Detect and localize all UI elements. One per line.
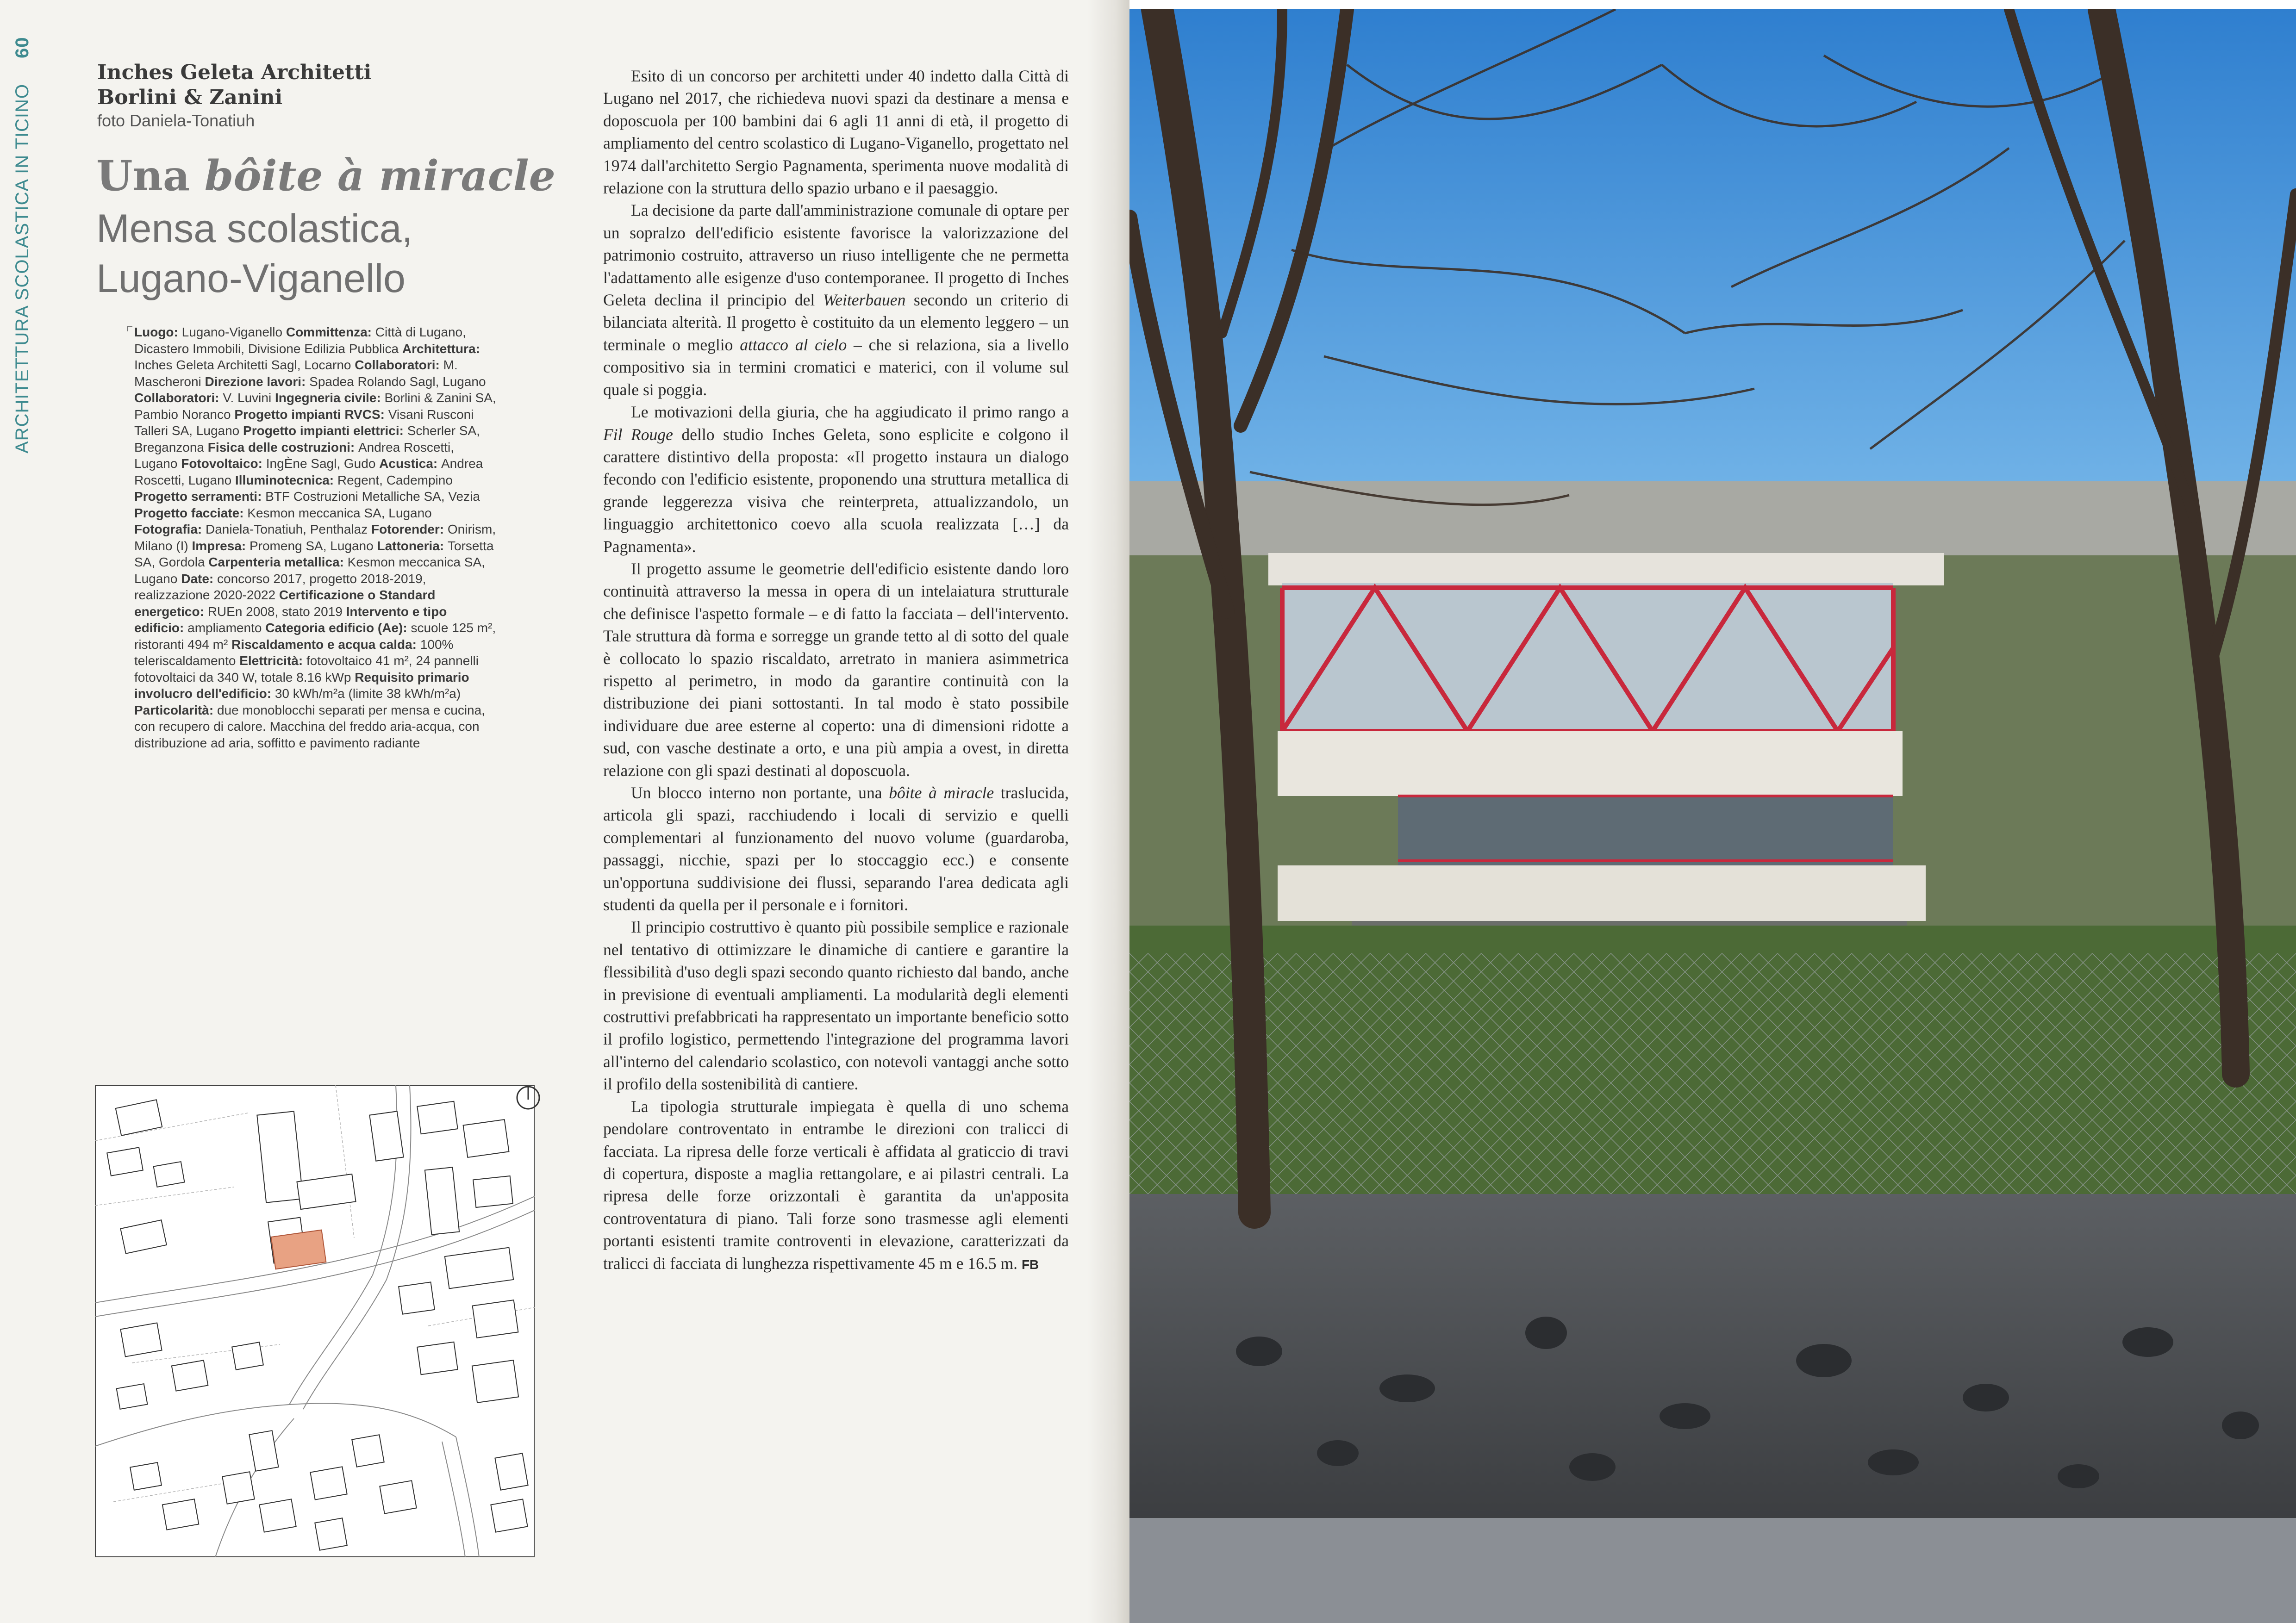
info-value: BTF Costruzioni Metalliche SA, Vezia: [265, 489, 480, 504]
info-key: Fisica delle costruzioni:: [207, 440, 358, 454]
section-label: ARCHITETTURA SCOLASTICA IN TICINO: [12, 83, 32, 454]
info-value: scuole 125 m², ristoranti 494 m²: [134, 621, 496, 652]
info-key: Progetto facciate:: [134, 505, 248, 520]
info-value: Andrea Roscetti, Lugano: [134, 456, 483, 487]
author-line: Inches Geleta Architetti: [97, 61, 372, 84]
text-run: Il principio costruttivo è quanto più possibile semplice e razionale nel tentativo di ottimizzare le dinamiche di cantiere e garantire la flessibilità d'uso degli spazi secondo quanto richiesto dal bando, anche in previsione di eventuali ampliamenti. La modularità degli elementi costruttivi prefabbricati ha rappresentato un importante beneficio sotto il profilo logistico, permettendo l'integrazione del programma lavori all'interno del calendario scolastico, con notevoli vantaggi anche sotto il profilo della sostenibilità di cantiere.: [603, 918, 1069, 1094]
info-key: Progetto serramenti:: [134, 489, 266, 504]
authors: [97, 60, 495, 110]
info-value: ampliamento: [187, 621, 266, 635]
info-key: Architettura:: [402, 341, 480, 356]
info-key: Collaboratori:: [355, 358, 443, 372]
text-run: – che si relaziona, sia a livello compositivo sia in termini cromatici e materici, con il volume sul quale si poggia.: [603, 335, 1069, 399]
info-value: Promeng SA, Lugano: [249, 538, 377, 553]
title-plain: Una: [96, 151, 205, 200]
article-subtitle: [96, 204, 605, 304]
info-value: concorso 2017, progetto 2018-2019, realizzazione 2020-2022: [134, 571, 426, 602]
info-value: V. Luvini: [223, 391, 275, 405]
info-key: Acustica:: [379, 456, 441, 471]
subtitle-line: Lugano-Viganello: [96, 256, 406, 301]
info-value: IngÈne Sagl, Gudo: [266, 456, 380, 471]
article-title: [96, 152, 605, 200]
info-value: fotovoltaico 41 m², 24 pannelli fotovoltaici da 340 W, totale 8.16 kWp: [134, 653, 479, 684]
body-paragraph: [603, 199, 1069, 401]
info-key: Committenza:: [286, 325, 375, 339]
info-value: Scherler SA, Breganzona: [134, 423, 480, 454]
body-paragraph: [603, 401, 1069, 558]
text-run: Esito di un concorso per architetti under 40 indetto dalla Città di Lugano nel 2017, che richiedeva nuovi spazi da destinare a mensa e doposcuola per 100 bambini dai 6 agli 11 anni di età, il progetto di ampliamento del centro scolastico di Lugano-Viganello, progettato nel 1974 dall'architetto Sergio Pagnamenta, sperimenta nuove modalità di relazione con la struttura dello spazio urbano e il paesaggio.: [603, 67, 1069, 198]
info-key: Riscaldamento e acqua calda:: [231, 637, 420, 652]
photo-credit: foto Daniela-Tonatiuh: [97, 111, 255, 130]
info-value: Onirism, Milano (I): [134, 522, 496, 553]
info-value: Torsetta SA, Gordola: [134, 538, 494, 569]
running-header: [12, 37, 41, 454]
info-value: Kesmon meccanica SA, Lugano: [134, 555, 485, 586]
info-key: Progetto impianti elettrici:: [243, 423, 407, 438]
info-value: Città di Lugano, Dicastero Immobili, Divisione Edilizia Pubblica: [134, 325, 466, 356]
info-key: Fotovoltaico:: [181, 456, 266, 471]
info-value: Spadea Rolando Sagl, Lugano: [309, 374, 486, 389]
info-value: RUEn 2008, stato 2019: [207, 604, 346, 619]
project-building-marker: [271, 1230, 326, 1269]
info-key: Ingegneria civile:: [275, 391, 385, 405]
info-key: Certificazione o Standard energetico:: [134, 588, 436, 619]
text-run: La tipologia strutturale impiegata è quella di uno schema pendolare controventato in entrambe le direzioni con tralicci di facciata. La ripresa delle forze verticali è affidata al graticcio di travi di copertura, disposte a maglia rettangolare, e ai pilastri centrali. La ripresa delle forze orizzontali è garantita da un'apposita controventatura di piano. Tali forze sono trasmesse agli elementi portanti esistenti tramite controventi in elevazione, caratterizzati da tralicci di facciata di lunghezza rispettivamente 45 m e 16.5 m.: [603, 1097, 1069, 1273]
info-value: Andrea Roscetti, Lugano: [134, 440, 454, 471]
body-paragraph: [603, 1095, 1069, 1276]
text-run: Le motivazioni della giuria, che ha aggiudicato il primo rango a: [631, 403, 1069, 422]
info-key: Fotografia:: [134, 522, 206, 536]
italic-term: Fil Rouge: [603, 425, 673, 444]
italic-term: Weiterbauen: [823, 291, 906, 310]
project-info-box: [134, 324, 498, 751]
text-run: La decisione da parte dall'amministrazione comunale di optare per un sopralzo dell'edificio esistente favorisce la valorizzazione del patrimonio costruito, attraverso un riuso intelligente che ne permetta l'adattamento alle esigenze d'uso contemporanee. Il progetto di Inches Geleta declina il principio del: [603, 201, 1069, 310]
article-body: [603, 65, 1069, 1276]
body-paragraph: [603, 558, 1069, 782]
text-run: secondo un criterio di bilanciata alterità. Il progetto è costituito da un elemento leggero – un terminale o meglio: [603, 291, 1069, 354]
info-key: Fotorender:: [371, 522, 448, 536]
info-key: Particolarità:: [134, 703, 217, 717]
info-key: Luogo:: [134, 325, 182, 339]
info-key: Requisito primario involucro dell'edificio:: [134, 670, 469, 701]
info-key: Direzione lavori:: [205, 374, 310, 389]
body-paragraph: [603, 916, 1069, 1095]
author-initials: FB: [1021, 1257, 1039, 1272]
info-value: Regent, Cadempino: [337, 473, 453, 487]
site-plan-map: [95, 1085, 535, 1557]
corner-mark-icon: [127, 326, 132, 331]
info-key: Carpenteria metallica:: [208, 555, 348, 569]
text-run: traslucida, articola gli spazi, racchiudendo i locali di servizio e quelli complementari al funzionamento del nuovo volume (guardaroba, passaggi, nicchie, spazi per lo stoccaggio ecc.) e consente un'opportuna suddivisione dei flussi, separando l'area dedicata agli studenti da quella per il personale e i fornitori.: [603, 784, 1069, 914]
info-key: Impresa:: [192, 538, 250, 553]
info-value: Visani Rusconi Talleri SA, Lugano: [134, 407, 474, 438]
text-run: dello studio Inches Geleta, sono esplicite e colgono il carattere distintivo della proposta: «Il progetto instaura un dialogo fecondo con l'edificio esistente, proponendo una struttura metallica di grande leggerezza visiva che reinterpreta, attualizzandolo, un linguaggio architettonico coevo alla scuola realizzata […] da Pagnamenta».: [603, 425, 1069, 556]
info-key: Collaboratori:: [134, 391, 223, 405]
info-value: 30 kWh/m²a (limite 38 kWh/m²a): [275, 686, 461, 701]
author-line: Borlini & Zanini: [97, 86, 283, 109]
info-key: Illuminotecnica:: [235, 473, 337, 487]
subtitle-line: Mensa scolastica,: [96, 206, 413, 251]
body-paragraph: [603, 782, 1069, 916]
north-arrow-icon: [515, 1085, 541, 1111]
info-key: Intervento e tipo edificio:: [134, 604, 447, 635]
info-value: due monoblocchi separati per mensa e cucina, con recupero di calore. Macchina del freddo aria-acqua, con distribuzione ad aria, soffitto e pavimento radiante: [134, 703, 485, 750]
info-value: Daniela-Tonatiuh, Penthalaz: [206, 522, 372, 536]
page-number: 60: [12, 37, 32, 59]
text-run: Il progetto assume le geometrie dell'edificio esistente dando loro continuità attraverso la messa in opera di un intelaiatura strutturale che definisce l'aspetto formale – e di fatto la facciata – dell'intervento. Tale struttura dà forma e sorregge un grande tetto al di sotto del quale è collocato lo spazio riscaldato, arretrato in maniera asimmetrica rispetto al perimetro, in modo da garantire continuità con la distribuzione dei piani sottostanti. In tal modo è stato possibile individuare due aree esterne al coperto: una di dimensioni ridotte a sud, con vasche destinate a orto, e una più ampia a ovest, in diretta relazione con gli spazi destinati al doposcuola.: [603, 559, 1069, 780]
building-photograph: [1129, 9, 2296, 1623]
info-key: Progetto impianti RVCS:: [234, 407, 388, 422]
info-value: M. Mascheroni: [134, 358, 458, 389]
info-key: Date:: [181, 571, 218, 586]
info-value: Inches Geleta Architetti Sagl, Locarno: [134, 358, 355, 372]
info-value: Kesmon meccanica SA, Lugano: [247, 505, 432, 520]
info-key: Lattoneria:: [377, 538, 448, 553]
info-key: Categoria edificio (Ae):: [265, 621, 411, 635]
body-paragraph: [603, 65, 1069, 199]
text-run: Un blocco interno non portante, una: [631, 784, 889, 802]
info-value: Lugano-Viganello: [181, 325, 286, 339]
title-italic: bôite à miracle: [204, 151, 555, 200]
info-value: 100% teleriscaldamento: [134, 637, 454, 668]
italic-term: attacco al cielo: [740, 335, 847, 354]
italic-term: bôite à miracle: [889, 784, 994, 802]
info-key: Elettricità:: [239, 653, 306, 668]
info-value: Borlini & Zanini SA, Pambio Noranco: [134, 391, 496, 422]
